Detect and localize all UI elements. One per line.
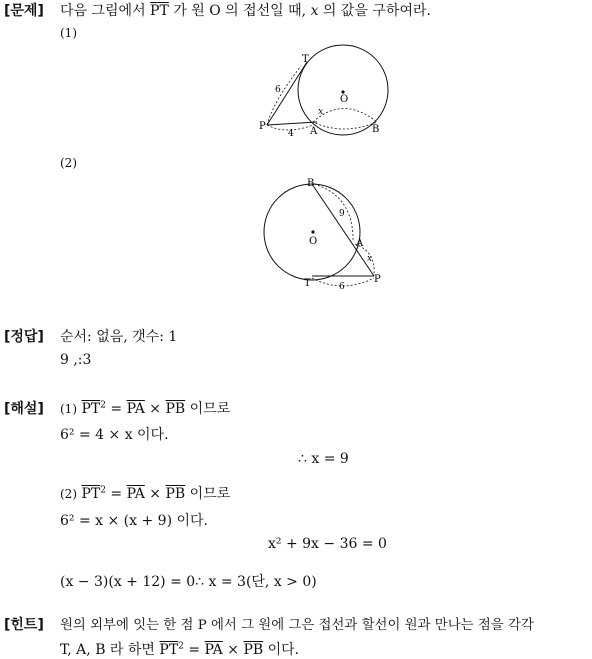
- hint-l2-tail: 이다.: [263, 642, 300, 658]
- hint-line-1: 원의 외부에 잇는 한 점 P 에서 그 원에 그은 접선과 할선이 원과 만나는 점을 각각: [60, 618, 534, 633]
- fig2-len-ap: x: [367, 254, 373, 264]
- sol1-sq: 2: [100, 400, 106, 411]
- sol2-eq: =: [105, 486, 127, 502]
- problem-label: [문제]: [4, 3, 44, 19]
- hint-l2-pt: $\overline{PT}$: [159, 642, 179, 658]
- hint-l2-a: T, A, B 라 하면: [60, 642, 160, 658]
- fig2-label-B: B: [307, 178, 315, 189]
- sol1-tail: 이므로: [185, 401, 231, 417]
- fig2-label-A: A: [356, 238, 364, 249]
- hint-label: [힌트]: [4, 617, 44, 633]
- answer-label: [정답]: [4, 329, 44, 345]
- solution-1-line-2: 6² = 4 × x 이다.: [60, 427, 169, 443]
- hint-l2-sq: 2: [178, 641, 184, 652]
- problem-statement: [60, 0, 431, 20]
- fig1-len-pa: 4: [288, 129, 294, 139]
- fig1-len-ab: x: [318, 107, 324, 117]
- fig1-len-pt: 6: [275, 85, 281, 95]
- sol2-pb: $\overline{PB}$: [165, 486, 186, 502]
- solution-label: [해설]: [4, 401, 44, 417]
- fig2-secant-bp: [312, 184, 374, 276]
- sol1-times: ×: [144, 401, 166, 417]
- fig1-label-A: A: [310, 126, 318, 137]
- sol1-pb: $\overline{PB}$: [165, 401, 186, 417]
- fig2-len-tp: 6: [339, 282, 345, 292]
- sol1-marker: (1): [60, 402, 77, 416]
- fig1-label-O: O: [340, 94, 349, 105]
- answer-line-2: 9 ,:3: [60, 352, 92, 368]
- fig2-center-dot: [311, 230, 314, 233]
- answer-line-1: 순서: 없음, 갯수: 1: [60, 329, 178, 345]
- hint-l2-eq: =: [183, 642, 205, 658]
- fig2-label-P: P: [374, 274, 381, 285]
- stmt-segment-pt: $\overline{PT}$: [150, 3, 169, 19]
- fig1-secant-pa: [267, 122, 317, 125]
- fig2-brace-ba: [314, 184, 353, 242]
- fig1-label-T: T: [302, 54, 309, 65]
- part2-marker: (2): [60, 156, 77, 170]
- sol2-pt: $\overline{PT}$: [81, 486, 101, 502]
- hint-l2-times: ×: [222, 642, 244, 658]
- solution-2-equation: x² + 9x − 36 = 0: [268, 536, 387, 552]
- solution-2-line-1: [60, 483, 230, 503]
- stmt-b: 가 원 O 의 접선일 때,: [168, 3, 311, 19]
- solution-1-result: ∴ x = 9: [298, 451, 349, 467]
- solution-1-line-1: [60, 398, 230, 418]
- fig2-label-T: T: [304, 278, 311, 289]
- figure-1: [255, 40, 405, 140]
- fig1-tangent-pt: [267, 62, 307, 125]
- fig2-len-ba: 9: [339, 209, 345, 219]
- figure-2: [262, 172, 392, 294]
- sol1-eq: =: [105, 401, 127, 417]
- fig2-label-O: O: [309, 236, 318, 247]
- solution-2-line-4: (x − 3)(x + 12) = 0∴ x = 3(단, x > 0): [60, 574, 317, 590]
- sol2-marker: (2): [60, 487, 77, 501]
- fig1-label-P: P: [259, 121, 266, 132]
- stmt-var-x: x: [310, 3, 319, 19]
- fig1-circle: [298, 45, 388, 135]
- sol1-pt: $\overline{PT}$: [81, 401, 101, 417]
- part1-marker: (1): [60, 26, 77, 40]
- stmt-a: 다음 그림에서: [60, 3, 151, 19]
- stmt-c: 의 값을 구하여라.: [318, 3, 431, 19]
- sol1-pa: $\overline{PA}$: [126, 401, 145, 417]
- solution-2-line-2: 6² = x × (x + 9) 이다.: [60, 513, 208, 529]
- hint-line-2: [60, 639, 299, 659]
- fig1-label-B: B: [372, 124, 380, 135]
- sol2-sq: 2: [100, 485, 106, 496]
- hint-l2-pa: $\overline{PA}$: [204, 642, 223, 658]
- sol2-pa: $\overline{PA}$: [126, 486, 145, 502]
- sol2-tail: 이므로: [185, 486, 231, 502]
- sol2-times: ×: [144, 486, 166, 502]
- hint-l2-pb: $\overline{PB}$: [243, 642, 264, 658]
